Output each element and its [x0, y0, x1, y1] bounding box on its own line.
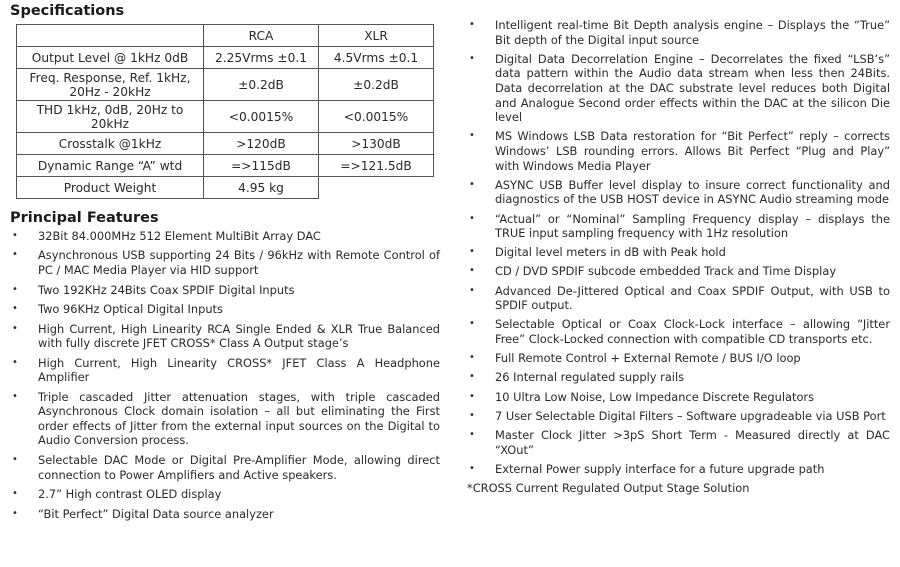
list-item: [10, 390, 440, 448]
bullet-icon: •: [12, 249, 18, 261]
bullet-icon: •: [469, 19, 475, 30]
principal-features-heading: Principal Features: [10, 210, 159, 226]
table-row: [17, 155, 434, 177]
list-item: [10, 229, 440, 244]
cross-footnote: *CROSS Current Regulated Output Stage Solution: [467, 480, 750, 495]
feature-text: High Current, High Linearity RCA Single Ended & XLR True Balanced with fully discrete JFET CROSS* Class A Output stage’s: [38, 321, 440, 351]
row-label: Freq. Response, Ref. 1kHz, 20Hz - 20kHz: [17, 69, 204, 101]
row-label: THD 1kHz, 0dB, 20Hz to 20kHz: [17, 101, 204, 133]
rca-value: 2.25Vrms ±0.1: [204, 47, 319, 69]
feature-text: Two 192KHz 24Bits Coax SPDIF Digital Inputs: [38, 282, 295, 297]
bullet-icon: •: [469, 284, 475, 296]
table-row: [17, 69, 434, 101]
bullet-icon: •: [469, 130, 475, 142]
feature-text: Digital level meters in dB with Peak hold: [495, 245, 726, 260]
bullet-icon: •: [469, 352, 475, 364]
rca-value: ±0.2dB: [204, 69, 319, 101]
list-item: [467, 52, 890, 125]
bullet-icon: •: [12, 453, 18, 465]
feature-text: ASYNC USB Buffer level display to insure correct functionality and diagnostics of the USB HOST device in ASYNC Audio streaming mode: [495, 177, 890, 207]
list-item: [467, 284, 890, 313]
bullet-icon: •: [469, 178, 475, 190]
feature-text: High Current, High Linearity CROSS* JFET Class A Headphone Amplifier: [38, 355, 440, 385]
bullet-icon: •: [12, 303, 18, 315]
row-label: Product Weight: [17, 177, 204, 199]
features-list-right: [467, 18, 890, 476]
specifications-heading: Specifications: [10, 3, 125, 19]
feature-text: 10 Ultra Low Noise, Low Impedance Discrete Regulators: [495, 389, 815, 404]
xlr-value: ±0.2dB: [319, 69, 434, 101]
feature-text: Triple cascaded Jitter attenuation stages, with triple cascaded Asynchronous Clock domain isolation – all but eliminating the First order effects of Jitter from the external input sources on the Digital to Audio Conversion process.: [38, 389, 440, 448]
row-label: Crosstalk @1kHz: [17, 133, 204, 155]
feature-text: Two 96KHz Optical Digital Inputs: [38, 302, 223, 317]
row-label: Output Level @ 1kHz 0dB: [17, 47, 204, 69]
list-item: [10, 302, 440, 317]
bullet-icon: •: [469, 265, 475, 277]
bullet-icon: •: [12, 283, 18, 295]
list-item: [467, 317, 890, 346]
feature-text: Asynchronous USB supporting 24 Bits / 96kHz with Remote Control of PC / MAC Media Player via HID support: [38, 248, 440, 278]
xlr-value: <0.0015%: [319, 101, 434, 133]
left-column: [10, 0, 440, 526]
list-item: [467, 390, 890, 405]
features-list-left: [10, 229, 440, 521]
feature-text: “Actual” or “Nominal” Sampling Frequency display – displays the TRUE input sampling frequency with 1Hz resolution: [495, 211, 890, 241]
rca-value: <0.0015%: [204, 101, 319, 133]
list-item: [10, 283, 440, 298]
row-label: Dynamic Range “A” wtd: [17, 155, 204, 177]
list-item: [467, 370, 890, 385]
feature-text: 2.7” High contrast OLED display: [38, 487, 222, 502]
right-column: [467, 18, 890, 496]
bullet-icon: •: [469, 318, 475, 330]
list-item: [10, 248, 440, 277]
list-item: [467, 264, 890, 279]
xlr-value: >130dB: [319, 133, 434, 155]
bullet-icon: •: [12, 230, 18, 241]
bullet-icon: •: [469, 390, 475, 402]
list-item: [467, 129, 890, 173]
feature-text: 7 User Selectable Digital Filters – Software upgradeable via USB Port: [495, 408, 886, 423]
bullet-icon: •: [469, 212, 475, 224]
list-item: [467, 428, 890, 457]
bullet-icon: •: [12, 390, 18, 402]
bullet-icon: •: [12, 488, 18, 500]
table-row: [17, 133, 434, 155]
xlr-value: =>121.5dB: [319, 155, 434, 177]
feature-text: Intelligent real-time Bit Depth analysis engine – Displays the “True” Bit depth of the Digital input source: [495, 18, 890, 47]
table-row: [17, 47, 434, 69]
bullet-icon: •: [12, 322, 18, 334]
bullet-icon: •: [12, 507, 18, 519]
header-cell-xlr: XLR: [319, 25, 434, 47]
header-cell-rca: RCA: [204, 25, 319, 47]
list-item: [467, 18, 890, 47]
specifications-table: [16, 24, 434, 199]
list-item: [467, 245, 890, 260]
table-row: [17, 177, 434, 199]
list-item: [10, 453, 440, 482]
list-item: [467, 178, 890, 207]
bullet-icon: •: [469, 409, 475, 421]
feature-text: Selectable DAC Mode or Digital Pre-Amplifier Mode, allowing direct connection to Power Amplifiers and Active speakers.: [38, 452, 440, 482]
list-item: [467, 212, 890, 241]
rca-value: 4.95 kg: [204, 177, 319, 199]
feature-text: Selectable Optical or Coax Clock-Lock interface – allowing “Jitter Free” Clock-Locked connection with compatible CD transports etc.: [495, 317, 890, 347]
list-item: [10, 356, 440, 385]
table-header-row: [17, 25, 434, 47]
feature-text: External Power supply interface for a future upgrade path: [495, 461, 825, 476]
table-row: [17, 101, 434, 133]
rca-value: >120dB: [204, 133, 319, 155]
rca-value: =>115dB: [204, 155, 319, 177]
feature-text: 32Bit 84.000MHz 512 Element MultiBit Array DAC: [38, 229, 321, 243]
list-item: [467, 409, 890, 424]
list-item: [10, 487, 440, 502]
header-cell-empty: [17, 25, 204, 47]
list-item: [10, 322, 440, 351]
bullet-icon: •: [469, 246, 475, 258]
feature-text: 26 Internal regulated supply rails: [495, 370, 685, 385]
feature-text: Master Clock Jitter >3pS Short Term - Measured directly at DAC “XOut”: [495, 427, 890, 457]
list-item: [467, 462, 890, 477]
xlr-value: 4.5Vrms ±0.1: [319, 47, 434, 69]
list-item: [467, 351, 890, 366]
bullet-icon: •: [469, 462, 475, 474]
xlr-value: [319, 177, 434, 199]
bullet-icon: •: [469, 428, 475, 440]
bullet-icon: •: [469, 52, 475, 64]
feature-text: Digital Data Decorrelation Engine – Decorrelates the fixed “LSB’s” data pattern within the Audio data stream when less then 24Bits. Data decorrelation at the DAC substrate level reduces both Digital and Analogue Second order effects within the DAC at the silicon Die level: [495, 51, 890, 125]
feature-text: “Bit Perfect” Digital Data source analyzer: [38, 506, 274, 521]
feature-text: Advanced De-Jittered Optical and Coax SPDIF Output, with USB to SPDIF output.: [495, 283, 890, 313]
bullet-icon: •: [469, 371, 475, 383]
feature-text: CD / DVD SPDIF subcode embedded Track and Time Display: [495, 264, 837, 279]
list-item: [10, 507, 440, 522]
feature-text: MS Windows LSB Data restoration for “Bit Perfect” reply – corrects Windows’ LSB rounding errors. Allows Bit Perfect “Plug and Play” with Windows Media Player: [495, 129, 890, 173]
bullet-icon: •: [12, 356, 18, 368]
feature-text: Full Remote Control + External Remote / BUS I/O loop: [495, 351, 801, 366]
